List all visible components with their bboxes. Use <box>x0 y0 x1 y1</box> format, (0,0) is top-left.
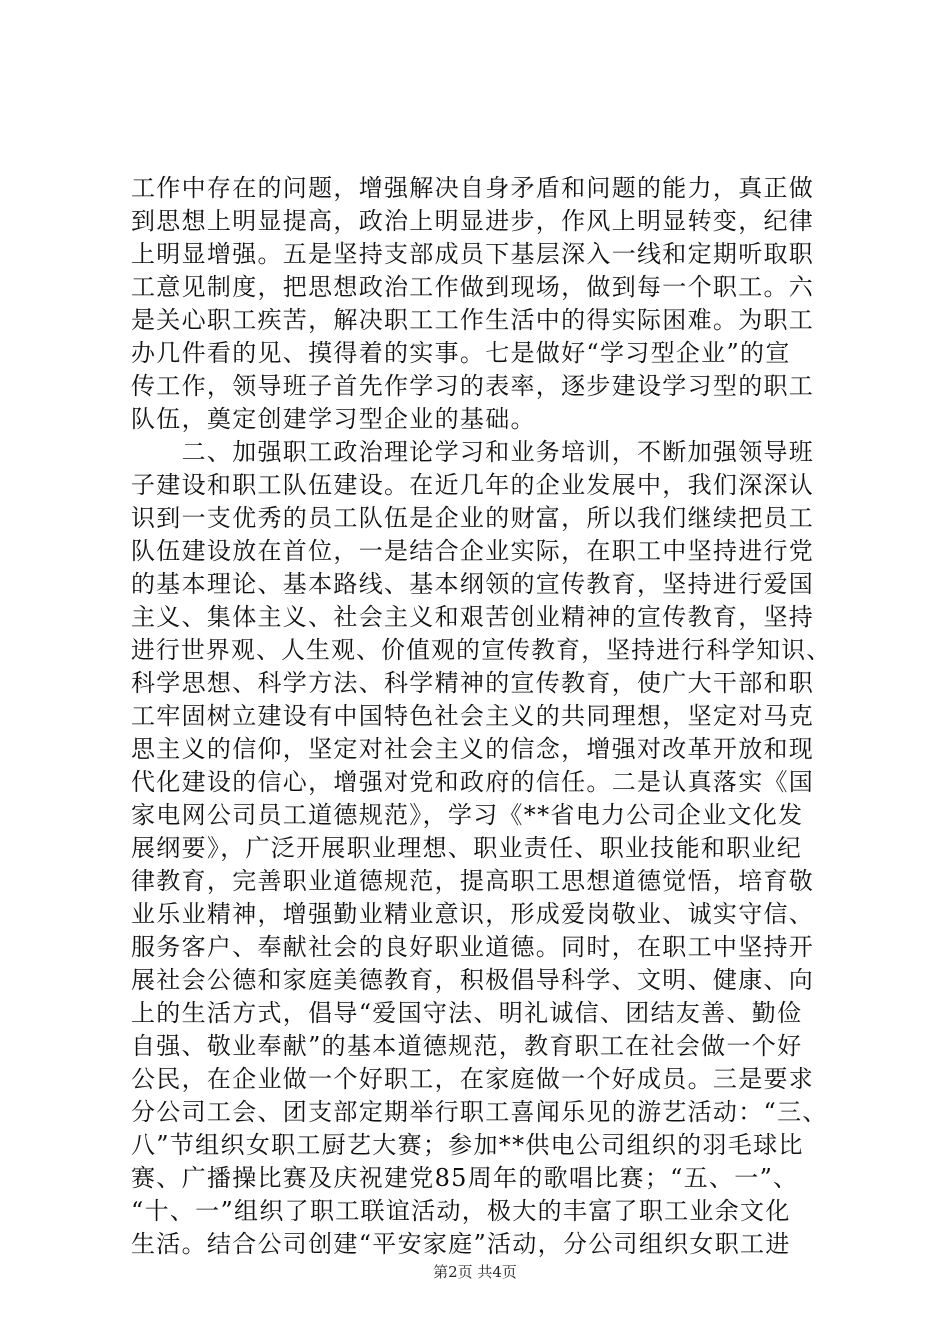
text-line: 上明显增强。五是坚持支部成员下基层深入一线和定期听取职 <box>131 240 815 268</box>
text-line: 队伍建设放在首位，一是结合企业实际，在职工中坚持进行党 <box>131 537 815 565</box>
text-line: 展纲要》，广泛开展职业理想、职业责任、职业技能和职业纪 <box>131 834 803 862</box>
text-line: 分公司工会、团支部定期举行职工喜闻乐见的游艺活动：“三、 <box>131 1098 828 1126</box>
text-line: 服务客户、奉献社会的良好职业道德。同时，在职工中坚持开 <box>131 933 815 961</box>
text-line: 识到一支优秀的员工队伍是企业的财富，所以我们继续把员工 <box>131 504 815 532</box>
text-line: 展社会公德和家庭美德教育，积极倡导科学、文明、健康、向 <box>131 966 815 994</box>
text-line: 上的生活方式，倡导“爱国守法、明礼诚信、团结友善、勤俭 <box>131 999 803 1027</box>
text-line: 家电网公司员工道德规范》，学习《**省电力公司企业文化发 <box>131 801 804 829</box>
text-line: 八”节组织女职工厨艺大赛；参加**供电公司组织的羽毛球比 <box>131 1131 804 1159</box>
page-footer: 第2页 共4页 <box>433 1263 517 1281</box>
body-text <box>131 172 831 1261</box>
text-line: 子建设和职工队伍建设。在近几年的企业发展中，我们深深认 <box>131 471 815 499</box>
text-line: 主义、集体主义、社会主义和艰苦创业精神的宣传教育，坚持 <box>131 603 815 631</box>
text-line: 工作中存在的问题，增强解决自身矛盾和问题的能力，真正做 <box>131 174 815 202</box>
text-line: 律教育，完善职业道德规范，提高职工思想道德觉悟，培育敬 <box>131 867 815 895</box>
text-line: “十、一”组织了职工联谊活动，极大的丰富了职工业余文化 <box>131 1197 791 1225</box>
text-line: 工意见制度，把思想政治工作做到现场，做到每一个职工。六 <box>131 273 815 301</box>
text-line: 业乐业精神，增强勤业精业意识，形成爱岗敬业、诚实守信、 <box>131 900 815 928</box>
text-line: 传工作，领导班子首先作学习的表率，逐步建设学习型的职工 <box>131 372 815 400</box>
text-line: 自强、敬业奉献”的基本道德规范，教育职工在社会做一个好 <box>131 1032 803 1060</box>
text-line: 的基本理论、基本路线、基本纲领的宣传教育，坚持进行爱国 <box>131 570 815 598</box>
text-line: 进行世界观、人生观、价值观的宣传教育，坚持进行科学知识、 <box>131 636 832 664</box>
text-line: 办几件看的见、摸得着的实事。七是做好“学习型企业”的宣 <box>131 339 791 367</box>
text-line: 代化建设的信心，增强对党和政府的信任。二是认真落实《国 <box>131 768 815 796</box>
text-line: 到思想上明显提高，政治上明显进步，作风上明显转变，纪律 <box>131 207 815 235</box>
text-line: 公民，在企业做一个好职工，在家庭做一个好成员。三是要求 <box>131 1065 815 1093</box>
text-line: 思主义的信仰，坚定对社会主义的信念，增强对改革开放和现 <box>131 735 815 763</box>
text-line: 生活。结合公司创建“平安家庭”活动，分公司组织女职工进 <box>131 1230 791 1258</box>
text-line: 是关心职工疾苦，解决职工工作生活中的得实际困难。为职工 <box>131 306 815 334</box>
text-line: 二、加强职工政治理论学习和业务培训，不断加强领导班 <box>131 438 815 466</box>
text-line: 赛、广播操比赛及庆祝建党85周年的歌唱比赛；“五、一”、 <box>131 1164 799 1192</box>
text-line: 科学思想、科学方法、科学精神的宣传教育，使广大干部和职 <box>131 669 815 697</box>
text-line: 队伍，奠定创建学习型企业的基础。 <box>131 405 536 433</box>
text-line: 工牢固树立建设有中国特色社会主义的共同理想，坚定对马克 <box>131 702 815 730</box>
